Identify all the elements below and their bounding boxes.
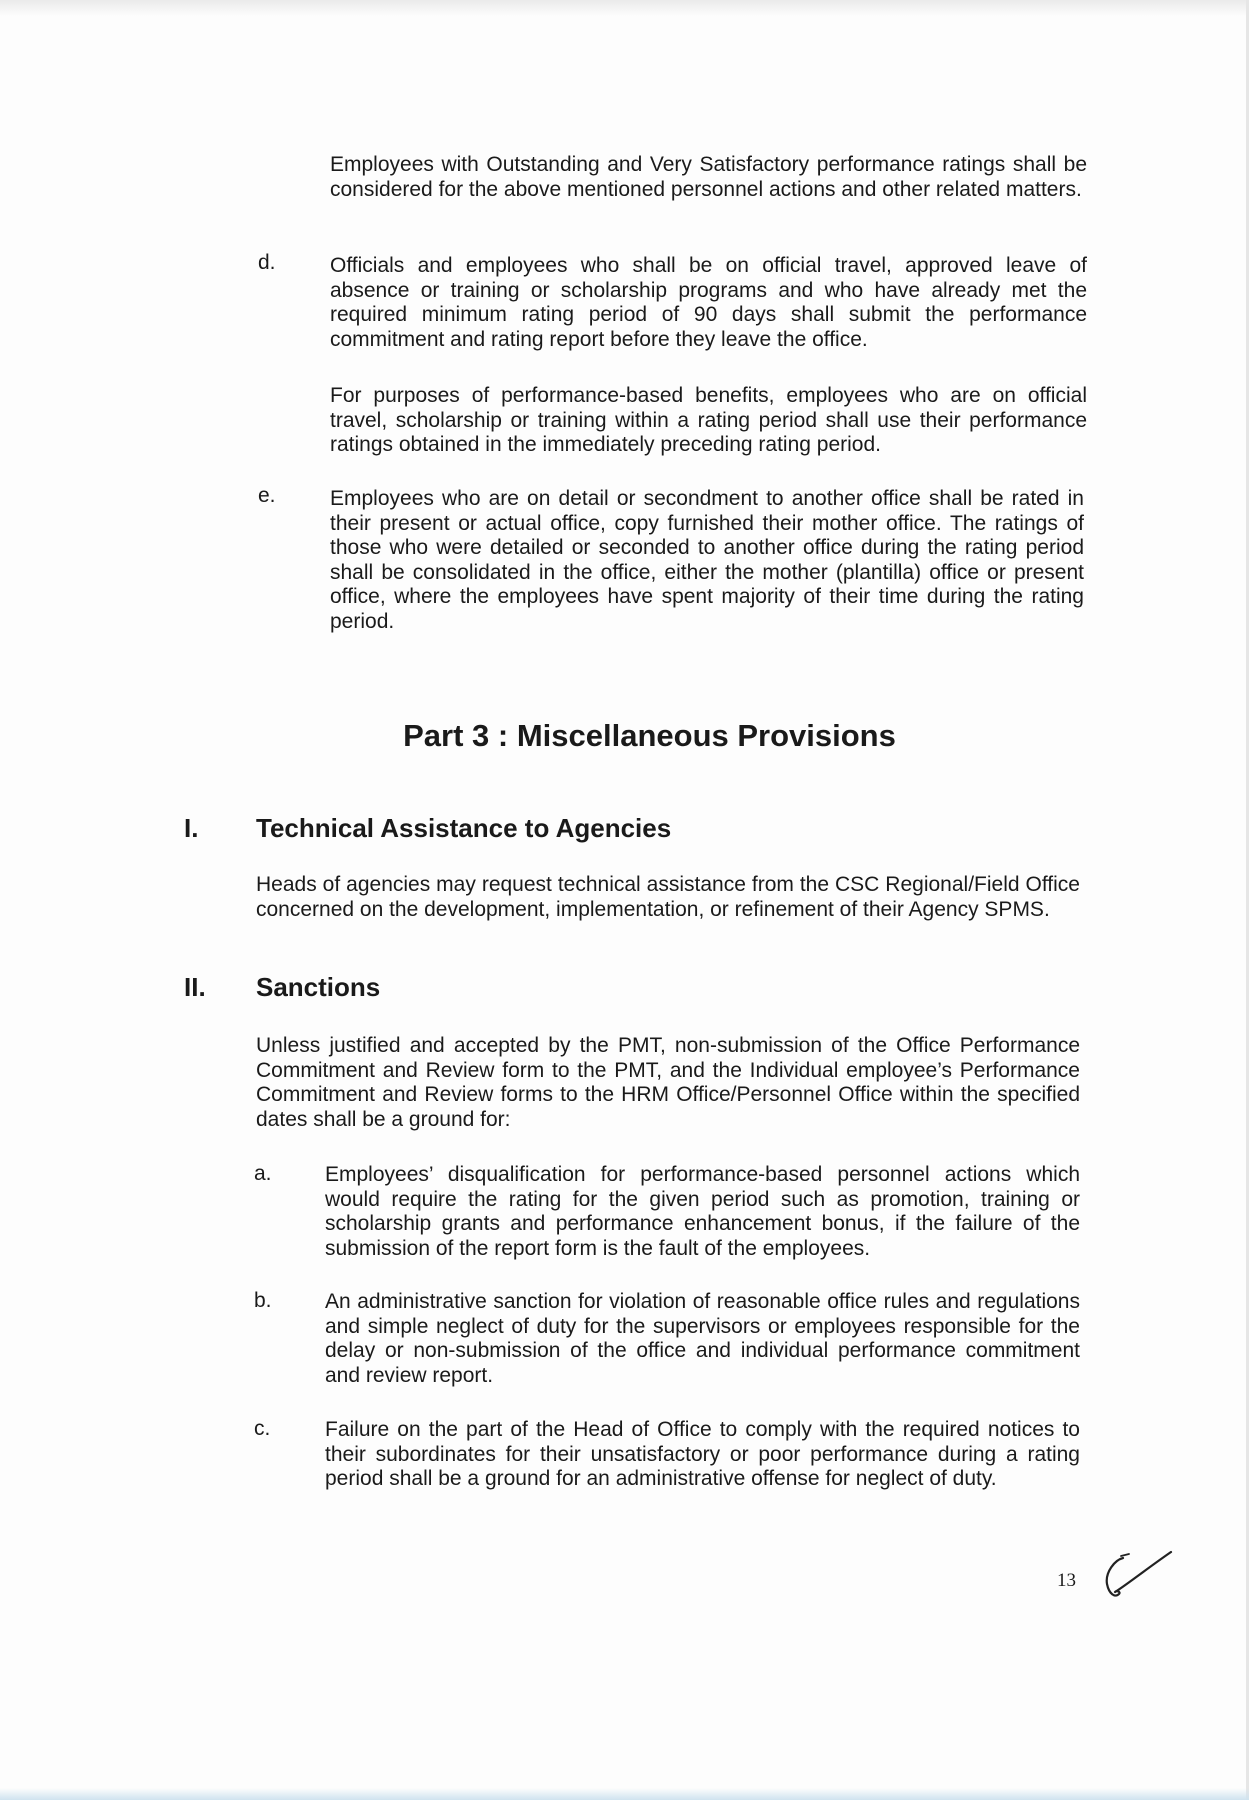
list-item-d-text: Officials and employees who shall be on official travel, approved leave of absence or training or scholarship programs and who have already met the required minimum rating period of 90 days shall submit the performance commitment and rating report before they leave the office.: [330, 254, 1087, 351]
sanction-item-c-text: Failure on the part of the Head of Office to comply with the required notices to their subordinates for their unsatisfactory or poor performance during a rating period shall be a ground for an administrative offense for neglect of duty.: [325, 1418, 1080, 1490]
list-item-e-text: Employees who are on detail or secondment to another office shall be rated in their present or actual office, copy furnished their mother office. The ratings of those who were detailed or seconded to another office during the rating period shall be consolidated in the office, either the mother (plantilla) office or present office, where the employees have spent majority of their time during the rating period.: [330, 487, 1084, 633]
signature-initial-icon: [1095, 1550, 1175, 1620]
sanction-marker-b: b.: [254, 1289, 272, 1312]
sanction-item-b-text: An administrative sanction for violation of reasonable office rules and regulations and simple neglect of duty for the supervisors or employees responsible for the delay or non-submission of the office and individual performance commitment and review report.: [325, 1290, 1080, 1387]
section-2-body: Unless justified and accepted by the PMT, non-submission of the Office Performance Commitment and Review form to the PMT, and the Individual employee’s Performance Commitment and Review forms to the HRM Office/Personnel Office within the specified dates shall be a ground for:: [256, 1034, 1080, 1131]
section-numeral-1: I.: [184, 813, 199, 843]
section-title-technical-assistance: Technical Assistance to Agencies: [256, 813, 672, 843]
sanction-marker-c: c.: [254, 1417, 271, 1440]
section-1-body: Heads of agencies may request technical assistance from the CSC Regional/Field Office concerned on the development, implementation, or refinement of their Agency SPMS.: [256, 873, 1080, 921]
sanction-marker-a: a.: [254, 1162, 272, 1185]
list-marker-e: e.: [258, 484, 276, 507]
scan-top-shadow: [0, 0, 1249, 16]
list-marker-d: d.: [258, 251, 276, 274]
sanction-item-a-text: Employees’ disqualification for performance-based personnel actions which would require the rating for the given period such as promotion, training or scholarship grants and performance enhancement bonus, if the failure of the submission of the report form is the fault of the employees.: [325, 1163, 1080, 1260]
scan-bottom-edge: [0, 1788, 1249, 1800]
page-number: 13: [1057, 1570, 1076, 1591]
paragraph-outstanding-ratings: Employees with Outstanding and Very Satisfactory performance ratings shall be considered for the above mentioned personnel actions and other related matters.: [330, 153, 1087, 201]
part-heading: Part 3 : Miscellaneous Provisions: [403, 718, 896, 753]
section-title-sanctions: Sanctions: [256, 972, 381, 1002]
section-numeral-2: II.: [184, 972, 206, 1002]
paragraph-performance-benefits: For purposes of performance-based benefits, employees who are on official travel, scholarship or training within a rating period shall use their performance ratings obtained in the immediately preceding rating period.: [330, 384, 1087, 456]
